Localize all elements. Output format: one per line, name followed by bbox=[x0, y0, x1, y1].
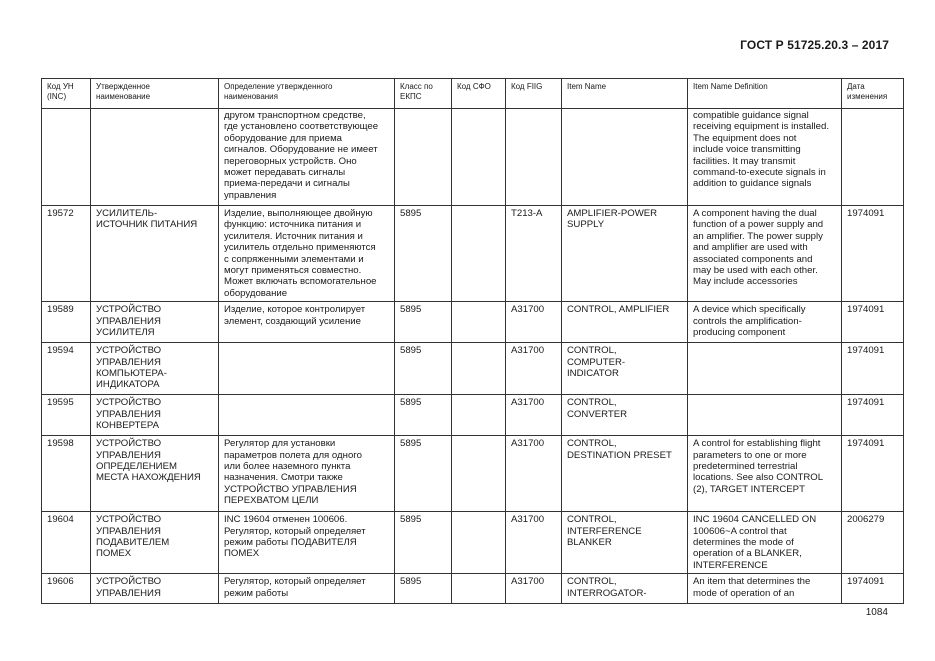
cell-item-name: CONTROL, COMPUTER- INDICATOR bbox=[562, 343, 688, 395]
table-row bbox=[42, 302, 904, 343]
cell-item-name-definition: compatible guidance signal receiving equipment is installed. The equipment does not include voice transmitting facilities. It may transmit command-to-execute signals in addition to guidance signals bbox=[688, 109, 842, 206]
table-row bbox=[42, 512, 904, 574]
cell-sfo bbox=[452, 436, 506, 512]
cell-item-name-definition: A control for establishing flight parameters to one or more predetermined terrestrial locations. See also CONTROL (2), TARGET INTERCEPT bbox=[688, 436, 842, 512]
cell-class: 5895 bbox=[395, 343, 452, 395]
cell-sfo bbox=[452, 109, 506, 206]
cell-item-name: CONTROL, INTERROGATOR- bbox=[562, 574, 688, 604]
header-inc: Код УН (INC) bbox=[42, 79, 91, 109]
cell-inc: 19606 bbox=[42, 574, 91, 604]
cell-item-name: CONTROL, INTERFERENCE BLANKER bbox=[562, 512, 688, 574]
cell-change-date: 1974091 bbox=[842, 206, 904, 302]
cell-change-date: 1974091 bbox=[842, 436, 904, 512]
cell-approved-definition bbox=[219, 343, 395, 395]
cell-item-name-definition: A component having the dual function of a power supply and an amplifier. The power supply and amplifier are used with associated components and may be used with each other. May include accessories bbox=[688, 206, 842, 302]
cell-approved-definition: INC 19604 отменен 100606. Регулятор, который определяет режим работы ПОДАВИТЕЛЯ ПОМЕХ bbox=[219, 512, 395, 574]
cell-sfo bbox=[452, 343, 506, 395]
cell-approved-definition: Регулятор для установки параметров полета для одного или более наземного пункта назначения. Смотри также УСТРОЙСТВО УПРАВЛЕНИЯ ПЕРЕХВАТОМ ЦЕЛИ bbox=[219, 436, 395, 512]
cell-approved-definition: другом транспортном средстве, где установлено соответствующее оборудование для приема сигналов. Оборудование не имеет переговорных устройств. Оно может передавать сигналы приема-передачи и сигналы управления bbox=[219, 109, 395, 206]
cell-class: 5895 bbox=[395, 574, 452, 604]
cell-approved-name: УСТРОЙСТВО УПРАВЛЕНИЯ КОНВЕРТЕРА bbox=[91, 395, 219, 436]
cell-item-name-definition bbox=[688, 343, 842, 395]
cell-class: 5895 bbox=[395, 395, 452, 436]
cell-fiig: A31700 bbox=[506, 395, 562, 436]
cell-item-name-definition: An item that determines the mode of operation of an bbox=[688, 574, 842, 604]
table-row bbox=[42, 574, 904, 604]
cell-approved-definition: Изделие, которое контролирует элемент, создающий усиление bbox=[219, 302, 395, 343]
cell-inc: 19595 bbox=[42, 395, 91, 436]
header-change-date: Дата изменения bbox=[842, 79, 904, 109]
cell-approved-name: УСТРОЙСТВО УПРАВЛЕНИЯ bbox=[91, 574, 219, 604]
header-approved-definition: Определение утвержденного наименования bbox=[219, 79, 395, 109]
cell-approved-name: УСТРОЙСТВО УПРАВЛЕНИЯ ОПРЕДЕЛЕНИЕМ МЕСТА НАХОЖДЕНИЯ bbox=[91, 436, 219, 512]
cell-item-name-definition bbox=[688, 395, 842, 436]
cell-fiig: A31700 bbox=[506, 574, 562, 604]
header-sfo: Код СФО bbox=[452, 79, 506, 109]
cell-change-date: 1974091 bbox=[842, 395, 904, 436]
cell-item-name bbox=[562, 109, 688, 206]
cell-approved-definition bbox=[219, 395, 395, 436]
cell-approved-name: УСТРОЙСТВО УПРАВЛЕНИЯ УСИЛИТЕЛЯ bbox=[91, 302, 219, 343]
cell-inc: 19572 bbox=[42, 206, 91, 302]
cell-fiig: A31700 bbox=[506, 302, 562, 343]
document-code: ГОСТ Р 51725.20.3 – 2017 bbox=[740, 38, 889, 52]
header-fiig: Код FIIG bbox=[506, 79, 562, 109]
cell-approved-name: УСТРОЙСТВО УПРАВЛЕНИЯ КОМПЬЮТЕРА- ИНДИКАТОРА bbox=[91, 343, 219, 395]
cell-sfo bbox=[452, 302, 506, 343]
cell-sfo bbox=[452, 574, 506, 604]
cell-change-date: 2006279 bbox=[842, 512, 904, 574]
header-item-name: Item Name bbox=[562, 79, 688, 109]
cell-item-name: CONTROL, DESTINATION PRESET bbox=[562, 436, 688, 512]
cell-class: 5895 bbox=[395, 206, 452, 302]
cell-inc bbox=[42, 109, 91, 206]
cell-class: 5895 bbox=[395, 436, 452, 512]
cell-sfo bbox=[452, 512, 506, 574]
cell-class: 5895 bbox=[395, 512, 452, 574]
table-row bbox=[42, 343, 904, 395]
cell-change-date bbox=[842, 109, 904, 206]
cell-change-date: 1974091 bbox=[842, 302, 904, 343]
cell-inc: 19594 bbox=[42, 343, 91, 395]
page-number: 1084 bbox=[865, 607, 888, 618]
cell-approved-definition: Изделие, выполняющее двойную функцию: источника питания и усилителя. Источник питания и усилитель отдельно применяются с сопряженными элементами и могут применяться совместно. Может включать вспомогательное оборудование bbox=[219, 206, 395, 302]
cell-fiig: A31700 bbox=[506, 512, 562, 574]
table-header-row bbox=[42, 79, 904, 109]
cell-inc: 19604 bbox=[42, 512, 91, 574]
cell-inc: 19589 bbox=[42, 302, 91, 343]
cell-class: 5895 bbox=[395, 302, 452, 343]
cell-fiig bbox=[506, 109, 562, 206]
cell-item-name-definition: A device which specifically controls the amplification- producing component bbox=[688, 302, 842, 343]
cell-change-date: 1974091 bbox=[842, 343, 904, 395]
cell-item-name: CONTROL, CONVERTER bbox=[562, 395, 688, 436]
cell-fiig: A31700 bbox=[506, 343, 562, 395]
header-item-name-definition: Item Name Definition bbox=[688, 79, 842, 109]
cell-approved-definition: Регулятор, который определяет режим работы bbox=[219, 574, 395, 604]
nomenclature-table bbox=[41, 78, 904, 604]
cell-approved-name: УСИЛИТЕЛЬ- ИСТОЧНИК ПИТАНИЯ bbox=[91, 206, 219, 302]
table-row bbox=[42, 395, 904, 436]
cell-item-name: AMPLIFIER-POWER SUPPLY bbox=[562, 206, 688, 302]
cell-change-date: 1974091 bbox=[842, 574, 904, 604]
table-row bbox=[42, 436, 904, 512]
cell-class bbox=[395, 109, 452, 206]
header-class: Класс по ЕКПС bbox=[395, 79, 452, 109]
cell-approved-name bbox=[91, 109, 219, 206]
cell-sfo bbox=[452, 206, 506, 302]
cell-fiig: A31700 bbox=[506, 436, 562, 512]
cell-fiig: T213-A bbox=[506, 206, 562, 302]
cell-item-name-definition: INC 19604 CANCELLED ON 100606~A control that determines the mode of operation of a BLANKER, INTERFERENCE bbox=[688, 512, 842, 574]
header-approved-name: Утвержденное наименование bbox=[91, 79, 219, 109]
table-row bbox=[42, 206, 904, 302]
table-row bbox=[42, 109, 904, 206]
cell-item-name: CONTROL, AMPLIFIER bbox=[562, 302, 688, 343]
cell-approved-name: УСТРОЙСТВО УПРАВЛЕНИЯ ПОДАВИТЕЛЕМ ПОМЕХ bbox=[91, 512, 219, 574]
cell-inc: 19598 bbox=[42, 436, 91, 512]
cell-sfo bbox=[452, 395, 506, 436]
